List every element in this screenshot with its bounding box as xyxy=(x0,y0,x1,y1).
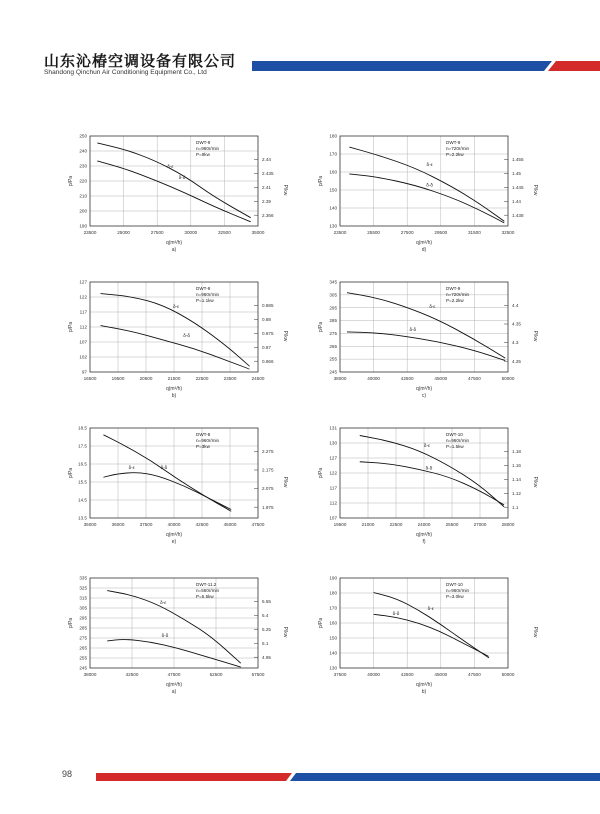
series-line-delta-epsilon xyxy=(97,143,250,218)
series-label: δ-ε xyxy=(426,162,433,167)
page-header xyxy=(44,50,600,84)
y-tick-label: 140 xyxy=(329,650,337,656)
x-tick-label: 45000 xyxy=(223,522,237,527)
y2-axis-label: P/kw xyxy=(532,626,538,638)
series-label: δ-δ xyxy=(161,633,169,639)
y2-tick-label: 5.4 xyxy=(262,612,269,618)
y2-tick-label: 4.25 xyxy=(512,358,521,364)
y2-tick-label: 1.44 xyxy=(512,198,521,204)
legend-line: DWT-9 xyxy=(446,286,461,291)
x-tick-label: 52500 xyxy=(209,672,223,677)
x-tick-label: 19500 xyxy=(111,376,125,381)
y-tick-label: 245 xyxy=(329,369,337,375)
y-tick-label: 131 xyxy=(329,425,337,431)
x-tick-label: 45000 xyxy=(434,376,448,381)
x-tick-label: 38000 xyxy=(333,376,347,381)
chart-dwt9-d xyxy=(310,126,540,278)
x-tick-label: 32500 xyxy=(218,230,231,235)
x-tick-label: 57500 xyxy=(251,672,265,677)
y2-axis-label: P/kw xyxy=(532,330,538,342)
x-axis-label: q(m³/h) xyxy=(415,682,433,688)
x-tick-label: 28000 xyxy=(501,522,515,527)
y2-tick-label: 2.175 xyxy=(262,467,274,473)
x-tick-label: 22500 xyxy=(389,522,403,527)
series-label: δ-δ xyxy=(178,174,186,180)
y-tick-label: 245 xyxy=(79,665,87,671)
x-tick-label: 47500 xyxy=(167,672,181,677)
x-tick-label: 20500 xyxy=(139,376,153,381)
x-axis-label: q(m³/h) xyxy=(165,532,183,538)
x-tick-label: 40000 xyxy=(367,376,380,381)
x-tick-label: 23500 xyxy=(223,376,237,381)
legend-line: P=2.2kw xyxy=(446,152,464,157)
series-line-delta-delta xyxy=(103,473,231,510)
y-tick-label: 107 xyxy=(79,339,87,345)
chart-dwt8-e xyxy=(60,418,290,570)
y-tick-label: 305 xyxy=(79,605,87,611)
legend-line: n=960r/min xyxy=(446,438,470,443)
x-tick-label: 36000 xyxy=(111,522,125,527)
y-tick-label: 130 xyxy=(329,440,337,446)
y-tick-label: 13.5 xyxy=(78,515,87,521)
y-tick-label: 275 xyxy=(79,635,87,641)
y-axis-label: p/Pa xyxy=(68,321,74,333)
x-axis-label: q(m³/h) xyxy=(415,532,433,538)
x-tick-label: 38000 xyxy=(83,672,97,677)
y-tick-label: 150 xyxy=(329,635,337,641)
legend-line: DWT-10 xyxy=(446,582,463,587)
y-tick-label: 190 xyxy=(329,575,337,581)
series-label: δ-δ xyxy=(183,333,190,339)
y-axis-label: p/Pa xyxy=(68,617,74,629)
series-line-delta-delta xyxy=(374,614,489,656)
x-tick-label: 30000 xyxy=(184,230,198,235)
chart-dwt9-b xyxy=(60,272,290,424)
legend-line: P=3kw xyxy=(196,444,210,449)
x-tick-label: 35000 xyxy=(251,230,265,235)
x-tick-label: 47500 xyxy=(468,376,481,381)
y-tick-label: 122 xyxy=(329,470,337,476)
x-axis-label: q(m³/h) xyxy=(165,386,183,392)
y2-axis-label: P/kw xyxy=(282,330,288,342)
x-tick-label: 50000 xyxy=(501,376,515,381)
x-tick-label: 22500 xyxy=(195,376,209,381)
y-tick-label: 130 xyxy=(329,223,337,229)
y-tick-label: 265 xyxy=(79,645,87,651)
y2-tick-label: 0.87 xyxy=(262,344,271,350)
series-line-delta-epsilon xyxy=(347,293,505,358)
chart-caption: a) xyxy=(171,247,177,253)
chart-caption: d) xyxy=(421,247,427,253)
x-tick-label: 35000 xyxy=(83,522,97,527)
x-tick-label: 45000 xyxy=(434,672,448,677)
legend-line: n=720r/min xyxy=(446,292,470,297)
x-tick-label: 23500 xyxy=(83,230,97,235)
x-tick-label: 47500 xyxy=(468,672,481,677)
y-tick-label: 117 xyxy=(329,485,337,491)
x-tick-label: 29500 xyxy=(434,230,448,235)
y-tick-label: 150 xyxy=(329,187,337,193)
y2-tick-label: 1.12 xyxy=(512,490,521,496)
y-tick-label: 130 xyxy=(329,665,337,671)
x-tick-label: 21000 xyxy=(361,522,375,527)
y-tick-label: 325 xyxy=(79,585,87,591)
legend-line: n=960r/min xyxy=(196,292,220,297)
x-tick-label: 42500 xyxy=(400,672,414,677)
chart-caption: a) xyxy=(171,689,177,695)
x-tick-label: 19500 xyxy=(333,522,347,527)
y2-axis-label: P/kw xyxy=(282,476,288,488)
y2-tick-label: 4.95 xyxy=(262,654,271,660)
x-tick-label: 50000 xyxy=(501,672,515,677)
y2-tick-label: 4.4 xyxy=(512,303,519,308)
y-tick-label: 122 xyxy=(79,294,87,300)
y2-tick-label: 1.16 xyxy=(512,462,521,468)
y-tick-label: 107 xyxy=(329,515,337,521)
header-color-band xyxy=(252,61,600,71)
y2-tick-label: 0.88 xyxy=(262,316,271,322)
y-tick-label: 230 xyxy=(79,163,87,169)
x-tick-label: 24500 xyxy=(251,376,265,381)
y-tick-label: 97 xyxy=(81,369,87,375)
company-name-cn: 山东沁椿空调设备有限公司 xyxy=(44,53,237,70)
chart-dwt9-c xyxy=(310,272,540,424)
legend-line: P=1.5kw xyxy=(446,444,464,449)
y-tick-label: 160 xyxy=(329,169,337,175)
y2-tick-label: 4.3 xyxy=(512,340,519,346)
footer-color-band xyxy=(96,773,600,781)
x-tick-label: 32500 xyxy=(501,230,515,235)
x-tick-label: 23500 xyxy=(333,230,347,235)
y-tick-label: 285 xyxy=(329,318,337,324)
y-tick-label: 210 xyxy=(79,193,87,199)
series-label: δ-ε xyxy=(427,605,434,611)
y-tick-label: 160 xyxy=(329,620,337,626)
y-tick-label: 127 xyxy=(79,279,87,285)
y-tick-label: 170 xyxy=(329,151,337,157)
header-band-red xyxy=(548,61,600,71)
series-label: δ-ε xyxy=(423,442,431,448)
legend-line: DWT-10 xyxy=(446,432,463,437)
y2-tick-label: 5.55 xyxy=(262,599,271,604)
chart-caption: e) xyxy=(171,539,177,545)
header-band-blue xyxy=(252,61,552,71)
y-axis-label: p/Pa xyxy=(318,321,324,333)
chart-caption: c) xyxy=(421,393,427,399)
legend-line: P=9kw xyxy=(196,152,210,157)
y-tick-label: 295 xyxy=(329,305,337,311)
chart-dwt10-f xyxy=(310,418,540,570)
legend-line: P=5.5kw xyxy=(196,594,214,599)
x-tick-label: 24000 xyxy=(417,522,431,527)
y2-tick-label: 2.41 xyxy=(262,184,271,190)
legend-line: n=960r/min xyxy=(446,588,470,593)
legend-line: DWT-9 xyxy=(446,140,461,145)
series-label: δ-δ xyxy=(425,465,433,471)
y-tick-label: 200 xyxy=(79,208,87,214)
y-tick-label: 16.5 xyxy=(78,461,87,467)
y-tick-label: 255 xyxy=(79,655,87,661)
y2-tick-label: 0.875 xyxy=(262,330,274,336)
y2-axis-label: P/kw xyxy=(532,184,538,196)
y-tick-label: 112 xyxy=(329,500,337,506)
x-axis-label: q(m³/h) xyxy=(165,240,183,246)
page-number: 98 xyxy=(62,769,73,779)
x-tick-label: 37500 xyxy=(333,672,347,677)
legend-line: n=560r/min xyxy=(196,588,220,593)
x-tick-label: 47500 xyxy=(251,522,265,527)
chart-dwt112-a xyxy=(60,568,290,720)
chart-caption: f) xyxy=(422,539,426,545)
y-tick-label: 250 xyxy=(79,133,87,139)
y-axis-label: p/Pa xyxy=(68,467,74,479)
series-label: δ-ε xyxy=(173,304,180,310)
y2-tick-label: 1.455 xyxy=(512,157,524,162)
series-label: δ-δ xyxy=(426,182,433,188)
y2-tick-label: 1.18 xyxy=(512,449,521,454)
y-tick-label: 275 xyxy=(329,331,337,337)
legend-line: P=1.1kw xyxy=(196,298,214,303)
footer-band-red xyxy=(96,773,292,781)
legend-line: P=3.0kw xyxy=(446,594,464,599)
series-label: δ-δ xyxy=(409,327,417,333)
y2-tick-label: 2.366 xyxy=(262,212,274,218)
series-label: δ-ε xyxy=(429,304,436,310)
x-tick-label: 42500 xyxy=(400,376,414,381)
x-axis-label: q(m³/h) xyxy=(165,682,183,688)
y-tick-label: 180 xyxy=(329,590,337,596)
series-label: δ-δ xyxy=(160,464,168,470)
y-tick-label: 295 xyxy=(79,615,87,621)
x-axis-label: q(m³/h) xyxy=(415,386,433,392)
y2-axis-label: P/kw xyxy=(282,184,288,196)
y2-tick-label: 0.885 xyxy=(262,303,274,308)
x-tick-label: 27500 xyxy=(400,230,414,235)
x-tick-label: 25500 xyxy=(445,522,459,527)
chart-caption: b) xyxy=(171,393,177,399)
y-axis-label: p/Pa xyxy=(68,175,74,187)
y-tick-label: 15.5 xyxy=(78,479,87,485)
y-tick-label: 112 xyxy=(79,324,87,330)
x-tick-label: 25000 xyxy=(117,230,130,235)
y-tick-label: 305 xyxy=(329,292,337,298)
legend-line: DWT-8 xyxy=(196,432,211,437)
y2-tick-label: 2.44 xyxy=(262,157,271,162)
x-tick-label: 27500 xyxy=(150,230,164,235)
y2-tick-label: 4.35 xyxy=(512,321,521,327)
series-label: δ-ε xyxy=(128,464,135,470)
y2-tick-label: 5.25 xyxy=(262,626,271,632)
y-tick-label: 265 xyxy=(329,343,337,349)
y-tick-label: 220 xyxy=(79,178,87,184)
page-footer xyxy=(0,762,600,792)
y-tick-label: 240 xyxy=(79,148,87,154)
series-line-delta-epsilon xyxy=(360,436,504,507)
x-tick-label: 42500 xyxy=(125,672,139,677)
y2-tick-label: 5.1 xyxy=(262,640,269,646)
y2-tick-label: 2.075 xyxy=(262,486,274,492)
y2-axis-label: P/kw xyxy=(282,626,288,638)
chart-dwt9-a xyxy=(60,126,290,278)
legend-line: P=2.2kw xyxy=(446,298,464,303)
y-tick-label: 140 xyxy=(329,205,337,211)
x-axis-label: q(m³/h) xyxy=(415,240,433,246)
y-tick-label: 117 xyxy=(79,309,87,315)
y-tick-label: 102 xyxy=(79,354,87,360)
y2-tick-label: 2.435 xyxy=(262,170,274,176)
legend-line: n=720r/min xyxy=(446,146,470,151)
series-label: δ-ε xyxy=(167,163,174,169)
y2-tick-label: 2.275 xyxy=(262,449,274,454)
y2-tick-label: 1.445 xyxy=(512,184,524,190)
series-label: δ-δ xyxy=(392,611,400,617)
y-axis-label: p/Pa xyxy=(318,467,324,479)
y-axis-label: p/Pa xyxy=(318,617,324,629)
y-tick-label: 345 xyxy=(329,279,337,285)
footer-band-blue xyxy=(290,773,600,781)
x-tick-label: 42500 xyxy=(195,522,209,527)
y2-tick-label: 2.39 xyxy=(262,198,271,204)
y-axis-label: p/Pa xyxy=(318,175,324,187)
legend-line: n=960r/min xyxy=(196,438,220,443)
y-tick-label: 190 xyxy=(79,223,87,229)
series-label: δ-ε xyxy=(160,600,167,606)
y2-tick-label: 1.438 xyxy=(512,212,524,218)
y-tick-label: 180 xyxy=(329,133,337,139)
y-tick-label: 170 xyxy=(329,605,337,611)
y2-tick-label: 1.975 xyxy=(262,504,274,510)
y-tick-label: 18.5 xyxy=(78,425,87,431)
x-tick-label: 25500 xyxy=(367,230,380,235)
chart-caption: b) xyxy=(421,689,427,695)
y2-axis-label: P/kw xyxy=(532,476,538,488)
y-tick-label: 17.5 xyxy=(78,443,87,449)
legend-line: DWT-9 xyxy=(196,286,211,291)
legend-line: n=960r/min xyxy=(196,146,220,151)
y-tick-label: 335 xyxy=(79,575,87,581)
legend-line: DWT-11.2 xyxy=(196,582,217,587)
y-tick-label: 14.5 xyxy=(78,497,87,503)
y2-tick-label: 1.1 xyxy=(512,504,519,510)
company-name-en: Shandong Qinchun Air Conditioning Equipment Co., Ltd xyxy=(44,69,207,76)
x-tick-label: 21500 xyxy=(167,376,181,381)
y-tick-label: 285 xyxy=(79,625,87,631)
x-tick-label: 16500 xyxy=(83,376,97,381)
x-tick-label: 31500 xyxy=(468,230,481,235)
x-tick-label: 40000 xyxy=(167,522,181,527)
x-tick-label: 37500 xyxy=(139,522,153,527)
y-tick-label: 255 xyxy=(329,356,337,362)
x-tick-label: 27000 xyxy=(473,522,487,527)
legend-line: DWT-9 xyxy=(196,140,211,145)
x-tick-label: 40000 xyxy=(367,672,380,677)
chart-dwt10-b xyxy=(310,568,540,720)
series-line-delta-delta xyxy=(349,174,504,223)
plot-frame xyxy=(340,136,508,226)
y2-tick-label: 1.45 xyxy=(512,170,521,176)
y2-tick-label: 1.14 xyxy=(512,476,521,482)
y-tick-label: 315 xyxy=(79,595,87,601)
y2-tick-label: 0.866 xyxy=(262,358,274,364)
y-tick-label: 127 xyxy=(329,455,337,461)
